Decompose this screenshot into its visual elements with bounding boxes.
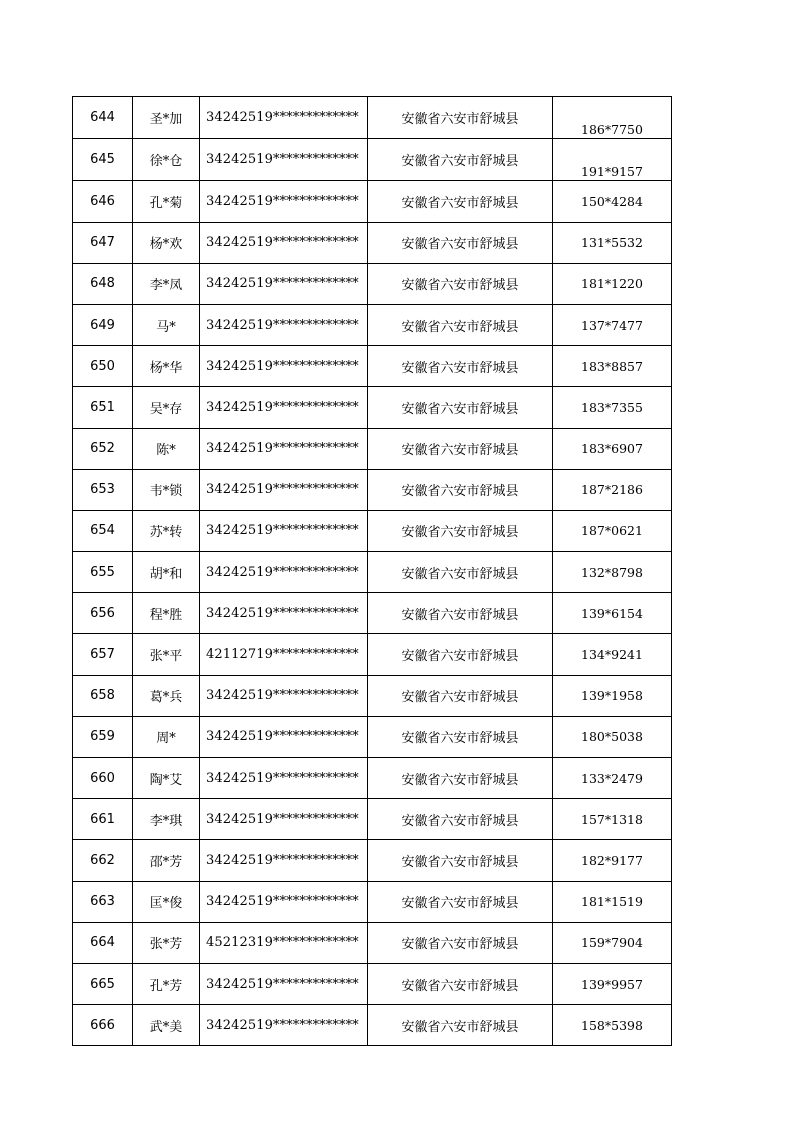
- address: 安徽省六安市舒城县: [368, 799, 553, 840]
- address: 安徽省六安市舒城县: [368, 346, 553, 387]
- row-number: 662: [73, 840, 133, 881]
- person-name: 苏*转: [133, 510, 200, 551]
- id-number: 34242519*************: [200, 510, 368, 551]
- row-number: 658: [73, 675, 133, 716]
- address: 安徽省六安市舒城县: [368, 428, 553, 469]
- row-number: 656: [73, 593, 133, 634]
- address: 安徽省六安市舒城县: [368, 97, 553, 139]
- id-number: 34242519*************: [200, 139, 368, 181]
- phone-number: 134*9241: [553, 634, 672, 675]
- table-row: [73, 387, 672, 428]
- phone-number: 157*1318: [553, 799, 672, 840]
- id-number: 34242519*************: [200, 593, 368, 634]
- phone-number: 183*7355: [553, 387, 672, 428]
- id-number: 34242519*************: [200, 675, 368, 716]
- table-row: [73, 304, 672, 345]
- id-number: 34242519*************: [200, 840, 368, 881]
- table-row: [73, 469, 672, 510]
- table-row: [73, 799, 672, 840]
- address: 安徽省六安市舒城县: [368, 263, 553, 304]
- person-name: 陶*艾: [133, 758, 200, 799]
- row-number: 645: [73, 139, 133, 181]
- person-name: 孔*菊: [133, 181, 200, 222]
- row-number: 654: [73, 510, 133, 551]
- id-number: 34242519*************: [200, 304, 368, 345]
- person-name: 徐*仓: [133, 139, 200, 181]
- address: 安徽省六安市舒城县: [368, 593, 553, 634]
- phone-number: 132*8798: [553, 552, 672, 593]
- person-name: 李*琪: [133, 799, 200, 840]
- phone-number: 183*8857: [553, 346, 672, 387]
- person-name: 杨*欢: [133, 222, 200, 263]
- person-name: 杨*华: [133, 346, 200, 387]
- table-row: [73, 510, 672, 551]
- address: 安徽省六安市舒城县: [368, 675, 553, 716]
- address: 安徽省六安市舒城县: [368, 304, 553, 345]
- address: 安徽省六安市舒城县: [368, 963, 553, 1004]
- roster-table-body: [73, 97, 672, 1046]
- id-number: 34242519*************: [200, 263, 368, 304]
- table-row: [73, 881, 672, 922]
- roster-table: [72, 96, 672, 1046]
- address: 安徽省六安市舒城县: [368, 716, 553, 757]
- table-row: [73, 346, 672, 387]
- table-row: [73, 675, 672, 716]
- phone-number: 182*9177: [553, 840, 672, 881]
- person-name: 张*芳: [133, 922, 200, 963]
- address: 安徽省六安市舒城县: [368, 387, 553, 428]
- address: 安徽省六安市舒城县: [368, 922, 553, 963]
- row-number: 663: [73, 881, 133, 922]
- row-number: 648: [73, 263, 133, 304]
- address: 安徽省六安市舒城县: [368, 840, 553, 881]
- row-number: 655: [73, 552, 133, 593]
- person-name: 胡*和: [133, 552, 200, 593]
- phone-number: 183*6907: [553, 428, 672, 469]
- id-number: 34242519*************: [200, 799, 368, 840]
- person-name: 邵*芳: [133, 840, 200, 881]
- id-number: 34242519*************: [200, 387, 368, 428]
- address: 安徽省六安市舒城县: [368, 469, 553, 510]
- person-name: 吴*存: [133, 387, 200, 428]
- id-number: 45212319*************: [200, 922, 368, 963]
- address: 安徽省六安市舒城县: [368, 881, 553, 922]
- row-number: 650: [73, 346, 133, 387]
- phone-number: 137*7477: [553, 304, 672, 345]
- table-row: [73, 963, 672, 1004]
- table-row: [73, 552, 672, 593]
- phone-number: 181*1220: [553, 263, 672, 304]
- row-number: 646: [73, 181, 133, 222]
- id-number: 34242519*************: [200, 428, 368, 469]
- address: 安徽省六安市舒城县: [368, 139, 553, 181]
- table-row: [73, 634, 672, 675]
- phone-number: 187*0621: [553, 510, 672, 551]
- row-number: 665: [73, 963, 133, 1004]
- table-row: [73, 139, 672, 181]
- address: 安徽省六安市舒城县: [368, 510, 553, 551]
- table-row: [73, 840, 672, 881]
- phone-number: 139*9957: [553, 963, 672, 1004]
- address: 安徽省六安市舒城县: [368, 222, 553, 263]
- person-name: 葛*兵: [133, 675, 200, 716]
- phone-number: 159*7904: [553, 922, 672, 963]
- person-name: 孔*芳: [133, 963, 200, 1004]
- id-number: 34242519*************: [200, 963, 368, 1004]
- table-row: [73, 97, 672, 139]
- person-name: 陈*: [133, 428, 200, 469]
- row-number: 664: [73, 922, 133, 963]
- row-number: 666: [73, 1005, 133, 1046]
- table-row: [73, 181, 672, 222]
- id-number: 34242519*************: [200, 758, 368, 799]
- row-number: 657: [73, 634, 133, 675]
- id-number: 34242519*************: [200, 346, 368, 387]
- table-row: [73, 428, 672, 469]
- table-row: [73, 593, 672, 634]
- id-number: 34242519*************: [200, 1005, 368, 1046]
- id-number: 34242519*************: [200, 881, 368, 922]
- phone-number: 187*2186: [553, 469, 672, 510]
- table-row: [73, 1005, 672, 1046]
- row-number: 661: [73, 799, 133, 840]
- phone-number: 180*5038: [553, 716, 672, 757]
- address: 安徽省六安市舒城县: [368, 552, 553, 593]
- roster-sheet: [72, 96, 671, 1046]
- person-name: 张*平: [133, 634, 200, 675]
- phone-number: 186*7750: [553, 97, 672, 139]
- row-number: 653: [73, 469, 133, 510]
- person-name: 韦*锁: [133, 469, 200, 510]
- phone-number: 158*5398: [553, 1005, 672, 1046]
- address: 安徽省六安市舒城县: [368, 1005, 553, 1046]
- phone-number: 133*2479: [553, 758, 672, 799]
- id-number: 34242519*************: [200, 97, 368, 139]
- person-name: 马*: [133, 304, 200, 345]
- phone-number: 191*9157: [553, 139, 672, 181]
- person-name: 匡*俊: [133, 881, 200, 922]
- phone-number: 181*1519: [553, 881, 672, 922]
- id-number: 34242519*************: [200, 716, 368, 757]
- table-row: [73, 263, 672, 304]
- person-name: 武*美: [133, 1005, 200, 1046]
- id-number: 34242519*************: [200, 181, 368, 222]
- row-number: 649: [73, 304, 133, 345]
- address: 安徽省六安市舒城县: [368, 758, 553, 799]
- address: 安徽省六安市舒城县: [368, 634, 553, 675]
- table-row: [73, 716, 672, 757]
- person-name: 圣*加: [133, 97, 200, 139]
- id-number: 34242519*************: [200, 469, 368, 510]
- row-number: 660: [73, 758, 133, 799]
- row-number: 644: [73, 97, 133, 139]
- phone-number: 150*4284: [553, 181, 672, 222]
- row-number: 659: [73, 716, 133, 757]
- person-name: 程*胜: [133, 593, 200, 634]
- person-name: 李*凤: [133, 263, 200, 304]
- table-row: [73, 922, 672, 963]
- table-row: [73, 222, 672, 263]
- id-number: 42112719*************: [200, 634, 368, 675]
- id-number: 34242519*************: [200, 222, 368, 263]
- address: 安徽省六安市舒城县: [368, 181, 553, 222]
- row-number: 651: [73, 387, 133, 428]
- row-number: 652: [73, 428, 133, 469]
- row-number: 647: [73, 222, 133, 263]
- id-number: 34242519*************: [200, 552, 368, 593]
- phone-number: 139*6154: [553, 593, 672, 634]
- phone-number: 139*1958: [553, 675, 672, 716]
- person-name: 周*: [133, 716, 200, 757]
- phone-number: 131*5532: [553, 222, 672, 263]
- table-row: [73, 758, 672, 799]
